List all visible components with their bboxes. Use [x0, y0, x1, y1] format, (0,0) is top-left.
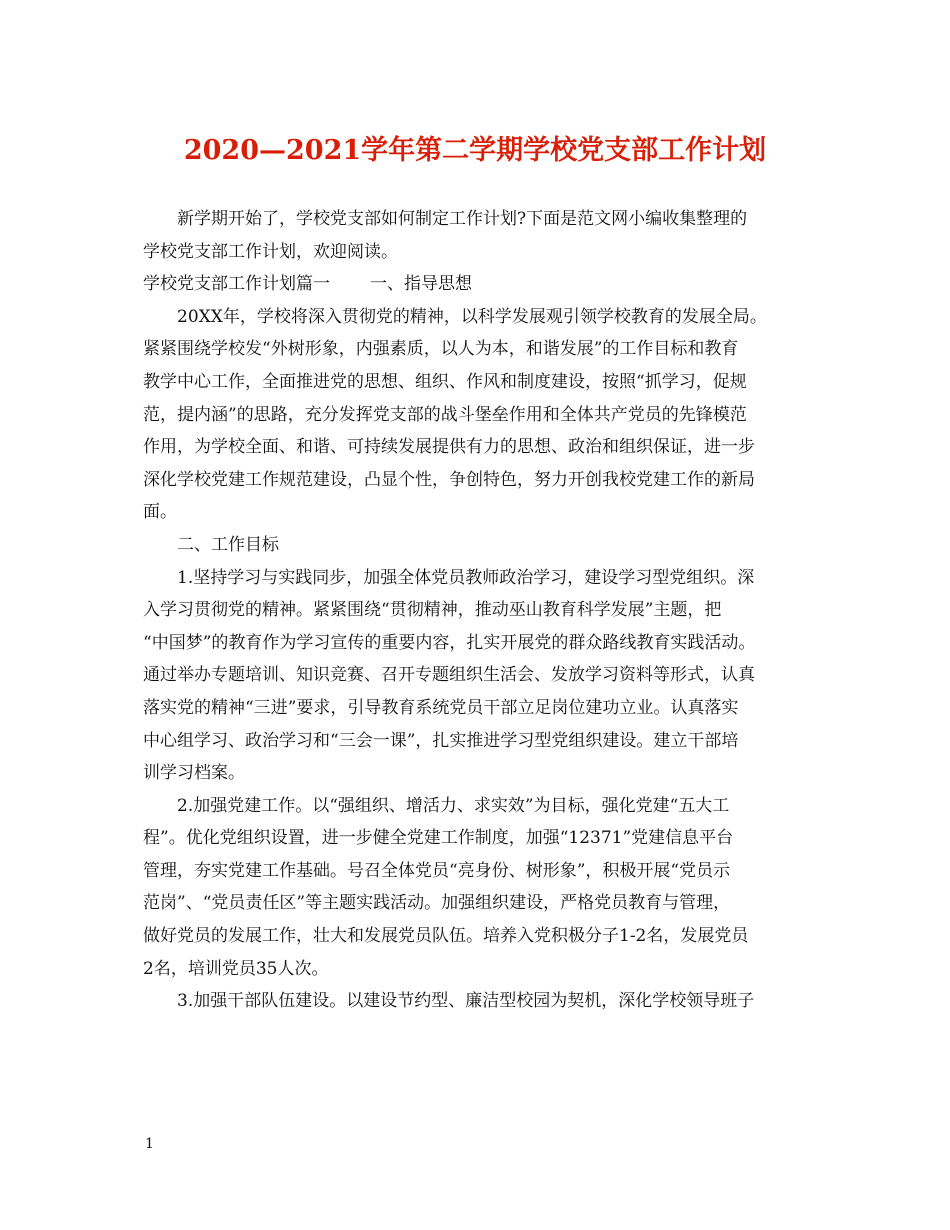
body-line-text: 中心组学习、政治学习和“三会一课”，扎实推进学习型党组织建设。建立干部培	[143, 730, 739, 751]
body-line	[143, 203, 823, 236]
body-line	[143, 366, 823, 399]
body-line	[143, 659, 823, 692]
body-line	[143, 594, 823, 627]
body-line-text: 新学期开始了，学校党支部如何制定工作计划?下面是范文网小编收集整理的	[177, 209, 748, 229]
body-line	[143, 985, 823, 1018]
body-line-text: 作用，为学校全面、和谐、可持续发展提供有力的思想、政治和组织保证，进一步	[143, 437, 755, 458]
body-line	[143, 333, 823, 366]
body-line-text: 训学习档案。	[143, 763, 245, 784]
body-line	[143, 855, 823, 888]
body-line-text: 入学习贯彻党的精神。紧紧围绕“贯彻精神，推动巫山教育科学发展”主题，把	[143, 600, 722, 621]
body-line	[143, 529, 823, 562]
body-line	[143, 790, 823, 823]
document-title: 2020—2021学年第二学期学校党支部工作计划	[183, 135, 767, 166]
body-line-text: 2名，培训党员35人次。	[143, 958, 329, 979]
body-line	[143, 692, 823, 725]
body-line-text: 程”。优化党组织设置，进一步健全党建工作制度，加强“12371”党建信息平台	[143, 828, 734, 849]
body-line-text: 管理，夯实党建工作基础。号召全体党员“亮身份、树形象”，积极开展“党员示	[143, 860, 731, 881]
body-line-text: 做好党员的发展工作，壮大和发展党员队伍。培养入党积极分子1-2名，发展党员	[143, 926, 749, 947]
body-line	[143, 496, 823, 529]
body-line-text: 1.坚持学习与实践同步，加强全体党员教师政治学习，建设学习型党组织。深	[177, 567, 755, 588]
body-line-text: 二、工作目标	[177, 534, 279, 555]
body-line-text: 紧紧围绕学校发“外树形象，内强素质，以人为本，和谐发展”的工作目标和教育	[143, 339, 739, 360]
body-line	[143, 399, 823, 432]
body-line-text: 落实党的精神“三进”要求，引导教育系统党员干部立足岗位建功立业。认真落实	[143, 697, 739, 718]
body-line	[143, 268, 823, 301]
body-line-text: 2.加强党建工作。以“强组织、增活力、求实效”为目标，强化党建“五大工	[177, 795, 730, 816]
body-line-text: 范岗”、“党员责任区”等主题实践活动。加强组织建设，严格党员教育与管理，	[143, 893, 731, 914]
body-line-text: 通过举办专题培训、知识竞赛、召开专题组织生活会、发放学习资料等形式，认真	[143, 665, 755, 686]
page-number: 1	[145, 1136, 154, 1152]
body-line	[143, 725, 823, 758]
body-line	[143, 953, 823, 986]
body-line-text: 教学中心工作，全面推进党的思想、组织、作风和制度建设，按照“抓学习，促规	[143, 371, 747, 392]
body-line-text: “中国梦”的教育作为学习宣传的重要内容，扎实开展党的群众路线教育实践活动。	[143, 632, 756, 653]
body-line	[143, 887, 823, 920]
body-line	[143, 464, 823, 497]
body-line-text: 深化学校党建工作规范建设，凸显个性，争创特色，努力开创我校党建工作的新局	[143, 469, 755, 490]
body-line-text: 范，提内涵”的思路，充分发挥党支部的战斗堡垒作用和全体共产党员的先锋模范	[143, 404, 747, 425]
document-body	[143, 203, 823, 1018]
body-line	[143, 431, 823, 464]
body-line-text: 3.加强干部队伍建设。以建设节约型、廉洁型校园为契机，深化学校领导班子	[177, 991, 755, 1012]
body-line-text: 20XX年，学校将深入贯彻党的精神，以科学发展观引领学校教育的发展全局。	[177, 306, 767, 327]
body-line	[143, 562, 823, 595]
section-heading: 一、指导思想	[370, 274, 472, 295]
body-line	[143, 627, 823, 660]
body-line	[143, 920, 823, 953]
body-line	[143, 822, 823, 855]
body-line	[143, 301, 823, 334]
body-line	[143, 236, 823, 269]
body-line-text: 学校党支部工作计划，欢迎阅读。	[143, 241, 398, 262]
body-line-text: 学校党支部工作计划篇一	[143, 274, 330, 295]
body-line-text: 面。	[143, 502, 177, 523]
body-line	[143, 757, 823, 790]
